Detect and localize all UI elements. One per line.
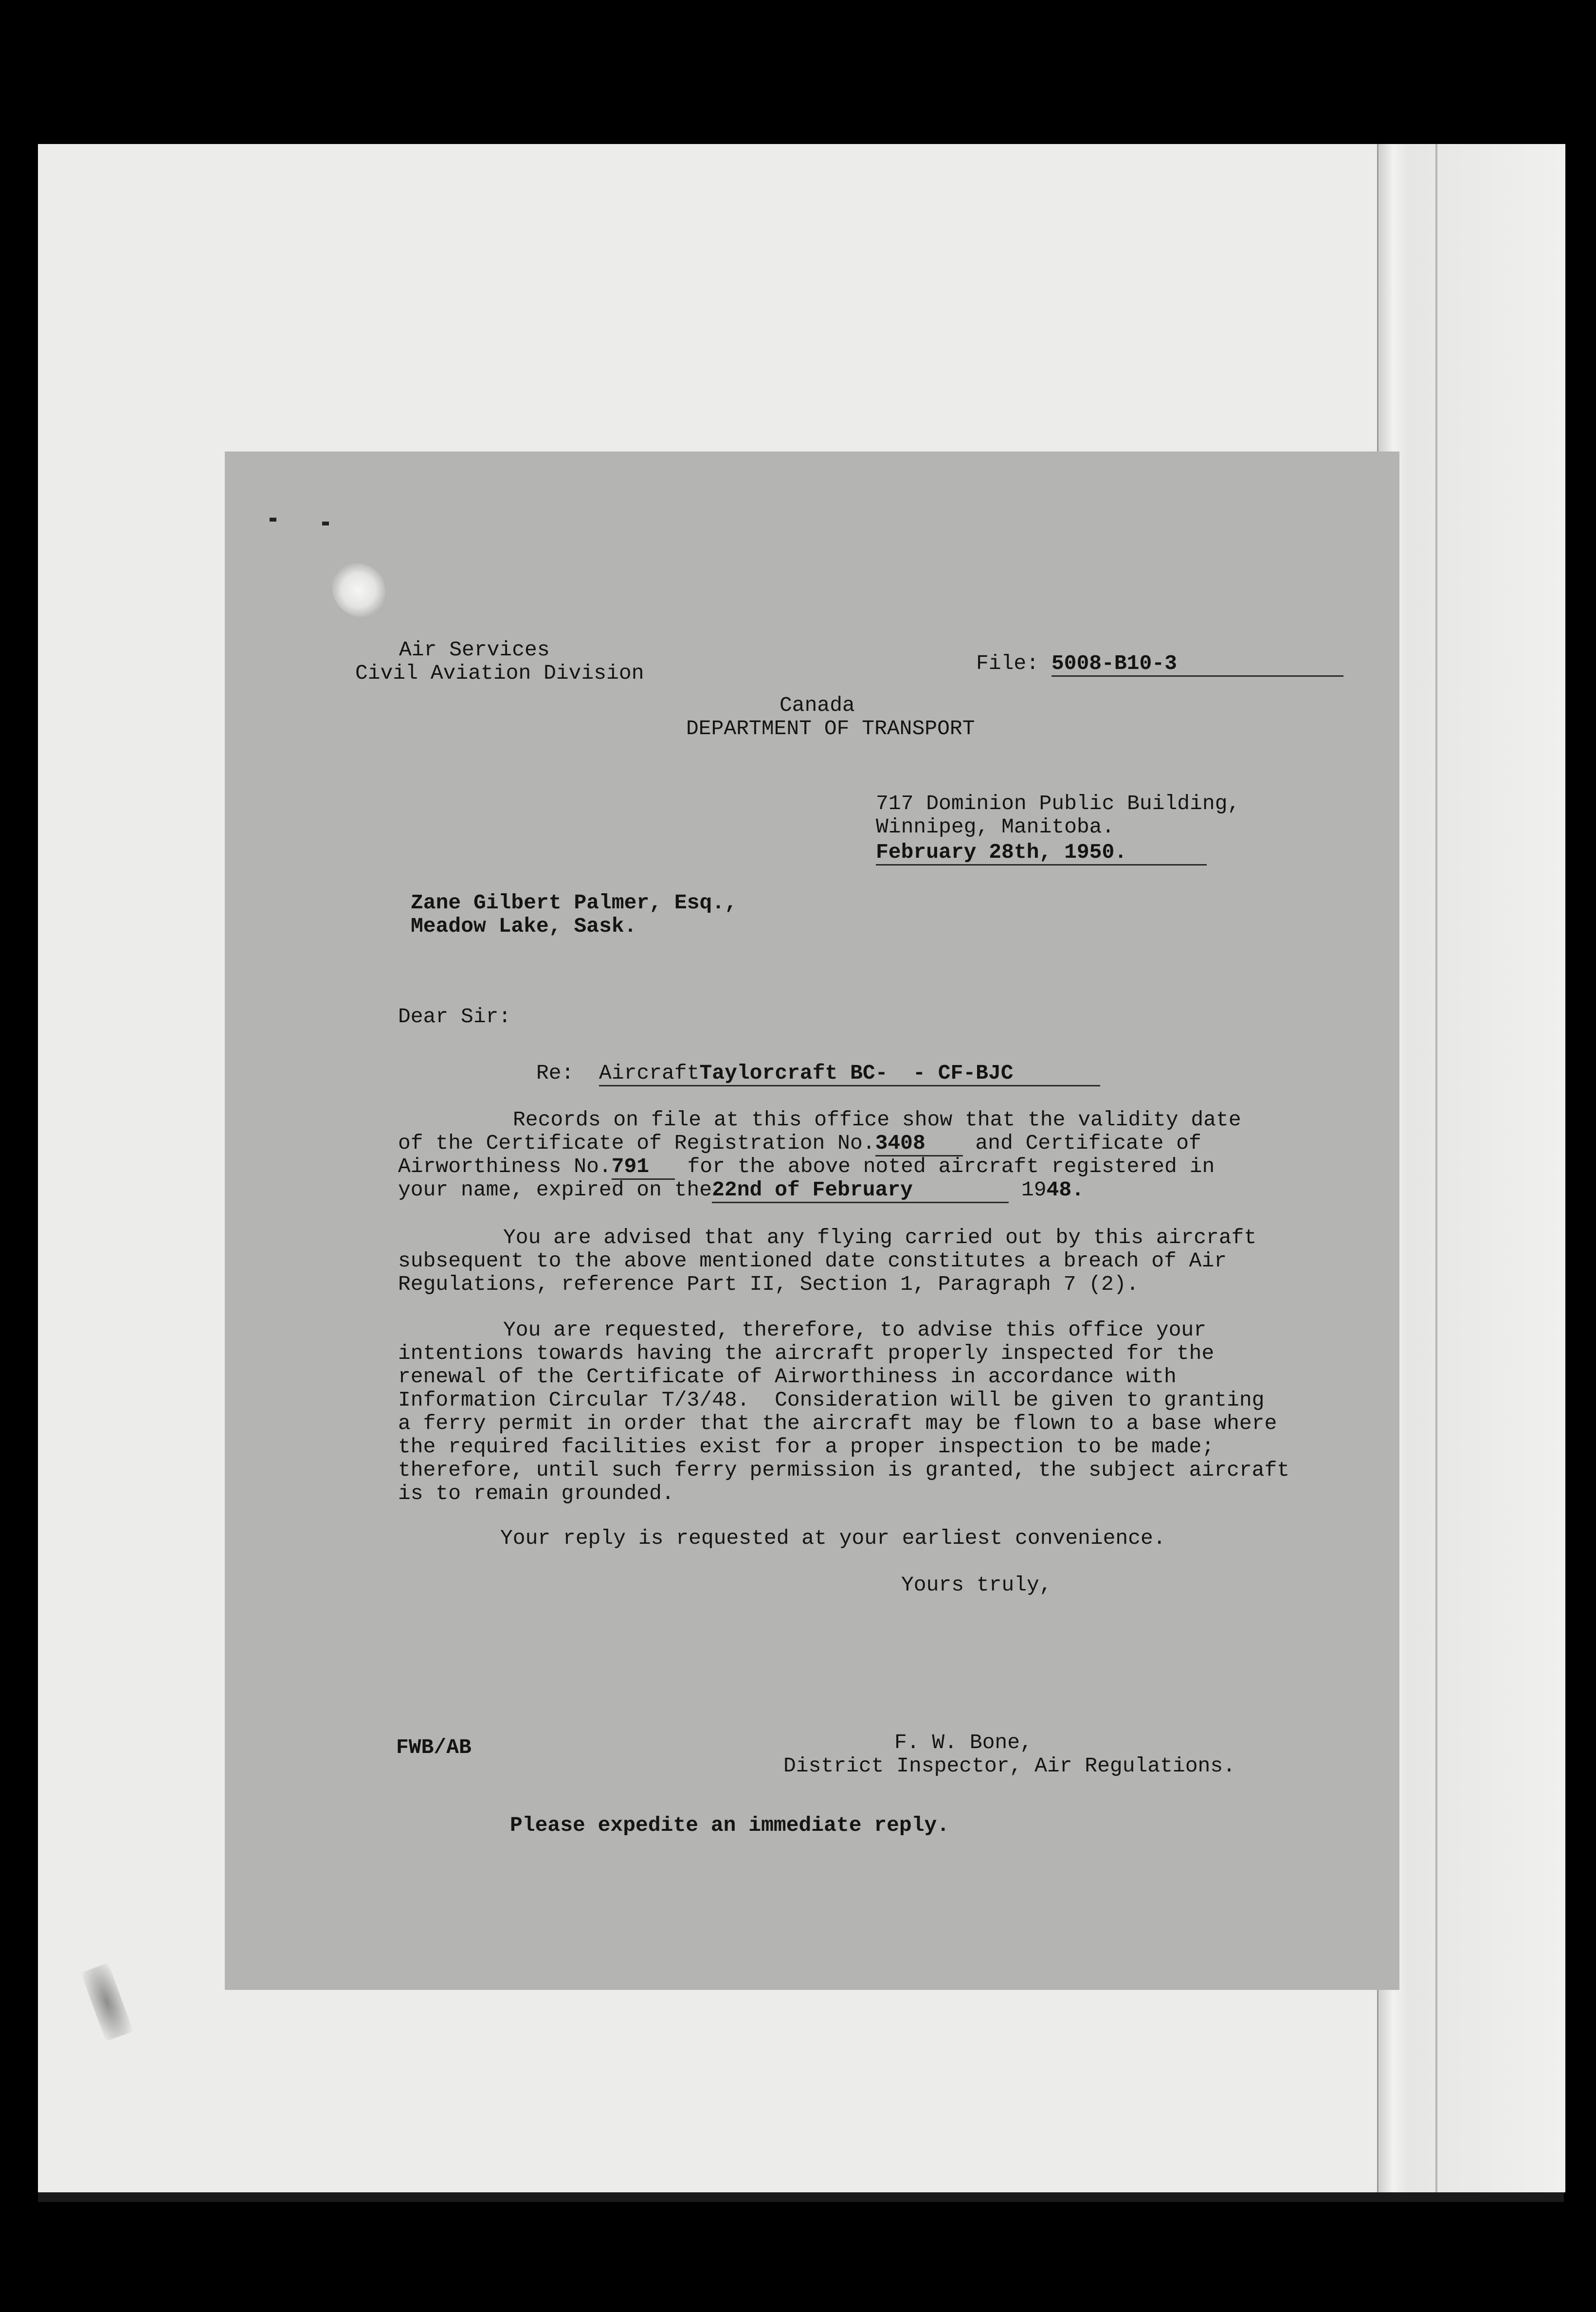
signatory-name: F. W. Bone,: [894, 1731, 1033, 1754]
subject-line: [536, 1062, 1100, 1086]
paragraph1-line2: of the Certificate of Registration No.3408 and Certificate of: [398, 1132, 1201, 1156]
registration-number: 3408: [875, 1132, 963, 1156]
paragraph3-line5: a ferry permit in order that the aircraft may be flown to a base where: [398, 1411, 1277, 1435]
ink-speck: [322, 522, 329, 525]
recipient-name: Zane Gilbert Palmer, Esq.,: [411, 891, 737, 915]
recipient-location: Meadow Lake, Sask.: [411, 914, 637, 938]
file-number: 5008-B10-3: [1052, 652, 1343, 677]
letter-sheet: [225, 452, 1399, 1990]
closing: Yours truly,: [901, 1573, 1052, 1597]
re-label: Re:: [536, 1061, 574, 1085]
paragraph3-line2: intentions towards having the aircraft properly inspected for the: [398, 1341, 1215, 1365]
paragraph1-line4: your name, expired on the22nd of February 1948.: [398, 1178, 1084, 1203]
address-line2: Winnipeg, Manitoba.: [876, 815, 1115, 839]
paragraph1-line3: Airworthiness No.791 for the above noted aircraft registered in: [398, 1155, 1215, 1180]
subject-aircraft: AircraftTaylorcraft BC- - CF-BJC: [599, 1062, 1100, 1086]
expiry-date: 22nd of February: [712, 1178, 1009, 1203]
paragraph3-line6: the required facilities exist for a proper inspection to be made;: [398, 1435, 1215, 1459]
address-line1: 717 Dominion Public Building,: [876, 792, 1240, 815]
salutation: Dear Sir:: [398, 1005, 511, 1029]
letter-date: February 28th, 1950.: [876, 841, 1207, 866]
paragraph4: Your reply is requested at your earliest convenience.: [500, 1526, 1166, 1550]
paragraph3-line3: renewal of the Certificate of Airworthiness in accordance with: [398, 1365, 1177, 1389]
file-label: File:: [976, 651, 1039, 675]
letterhead-canada: Canada: [780, 693, 855, 717]
paragraph2-line1: You are advised that any flying carried out by this aircraft: [503, 1226, 1257, 1249]
paragraph3-line7: therefore, until such ferry permission is granted, the subject aircraft: [398, 1458, 1290, 1482]
paragraph2-line2: subsequent to the above mentioned date constitutes a breach of Air: [398, 1249, 1227, 1273]
letterhead-air-services: Air Services: [399, 638, 550, 662]
typist-initials: FWB/AB: [396, 1735, 472, 1759]
paragraph2-line3: Regulations, reference Part II, Section 1, Paragraph 7 (2).: [398, 1272, 1139, 1296]
postscript: Please expedite an immediate reply.: [510, 1813, 950, 1837]
paragraph3-line1: You are requested, therefore, to advise this office your: [503, 1318, 1207, 1342]
letterhead-civil-aviation: Civil Aviation Division: [355, 661, 644, 685]
signatory-title: District Inspector, Air Regulations.: [783, 1754, 1235, 1778]
paragraph1-line1: Records on file at this office show that the validity date: [513, 1108, 1241, 1132]
paragraph3-line4: Information Circular T/3/48. Consideration will be given to granting: [398, 1388, 1265, 1412]
ink-speck: [270, 518, 276, 522]
expiry-year: 48.: [1046, 1178, 1084, 1202]
letterhead-department: DEPARTMENT OF TRANSPORT: [686, 717, 975, 741]
mount-edge: [1377, 144, 1565, 2192]
paragraph3-line8: is to remain grounded.: [398, 1481, 674, 1505]
file-reference: [976, 652, 1343, 677]
paper-tear: [332, 563, 385, 617]
airworthiness-number: 791: [612, 1155, 675, 1180]
film-border: [38, 2192, 1564, 2202]
mount-fold-line: [1435, 144, 1437, 2192]
